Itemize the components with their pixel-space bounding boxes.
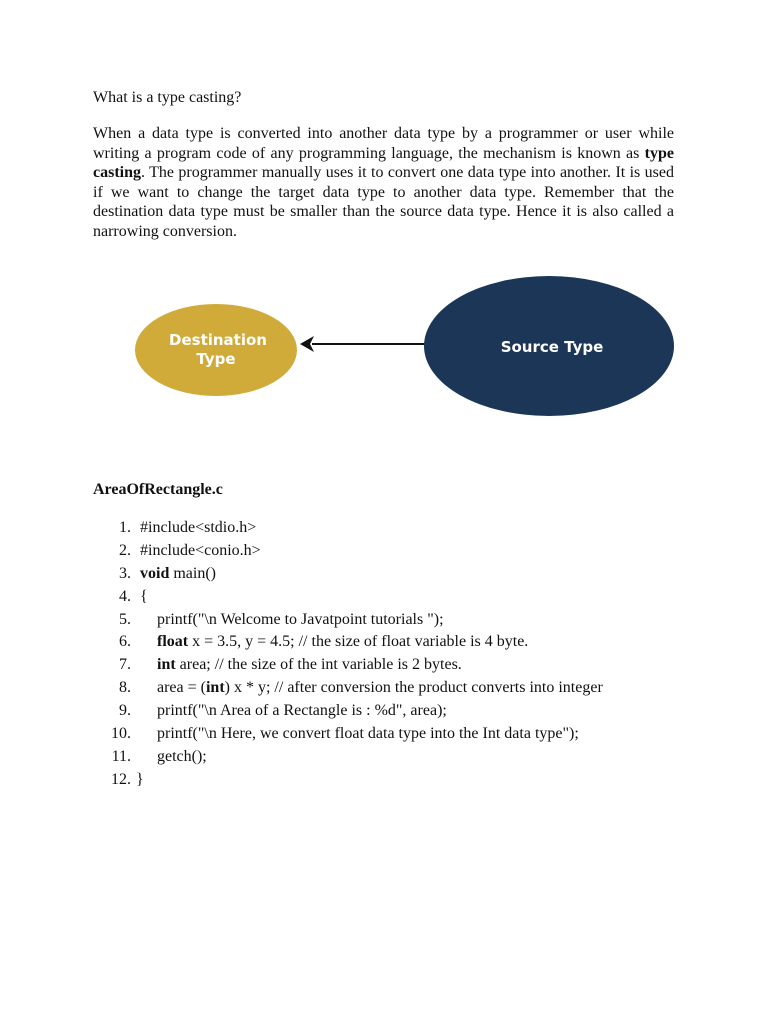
code-post: printf("\n Here, we convert float data type into the Int data type");	[157, 725, 579, 743]
code-post: #include<conio.h>	[140, 541, 261, 559]
code-text	[157, 746, 207, 769]
code-post: {	[140, 587, 148, 605]
code-keyword: int	[205, 679, 225, 697]
destination-type-label-line1: Destination	[169, 331, 267, 349]
line-number: 10.	[111, 725, 131, 743]
type-casting-diagram	[0, 270, 768, 430]
line-number: 2.	[119, 541, 131, 559]
code-post: }	[136, 770, 144, 788]
line-number: 4.	[119, 587, 131, 605]
code-text	[140, 517, 256, 540]
line-number: 6.	[119, 633, 131, 651]
code-text	[157, 654, 462, 677]
code-text	[157, 631, 528, 654]
question-heading: What is a type casting?	[93, 89, 242, 106]
code-text	[157, 609, 444, 632]
code-text	[157, 677, 603, 700]
paragraph-text-after: . The programmer manually uses it to convert one data type into another. It is used if we want to change the target data type to another data type. Remember that the destination data type must be smaller than the source data type. Hence it is also called a narrowing conversion.	[93, 164, 674, 240]
line-number: 9.	[119, 702, 131, 720]
code-text	[140, 586, 148, 609]
code-keyword: int	[157, 656, 176, 674]
source-type-label: Source Type	[500, 338, 604, 356]
definition-paragraph	[93, 124, 674, 242]
code-post: area; // the size of the int variable is 2 bytes.	[175, 656, 462, 674]
code-text	[140, 563, 216, 586]
code-text	[136, 769, 144, 792]
code-post: printf("\n Area of a Rectangle is : %d", area);	[157, 702, 447, 720]
file-title: AreaOfRectangle.c	[93, 481, 223, 498]
code-post: main()	[169, 564, 216, 582]
paragraph-text-before: When a data type is converted into another data type by a programmer or user while writing a program code of any programming language, the mechanism is known as	[93, 125, 674, 162]
line-number: 11.	[111, 747, 131, 765]
line-number: 3.	[119, 564, 131, 582]
line-number: 12.	[111, 770, 131, 788]
code-text	[157, 723, 579, 746]
code-post: x = 3.5, y = 4.5; // the size of float variable is 4 byte.	[188, 633, 529, 651]
code-post: ) x * y; // after conversion the product converts into integer	[224, 679, 603, 697]
code-post: #include<stdio.h>	[140, 519, 257, 536]
code-keyword: void	[140, 564, 170, 582]
code-text	[140, 540, 261, 563]
line-number: 1.	[119, 519, 131, 536]
line-number: 8.	[119, 679, 131, 697]
code-post: printf("\n Welcome to Javatpoint tutorials ");	[157, 610, 444, 628]
code-post: getch();	[157, 747, 207, 765]
destination-type-label-line2: Type	[196, 350, 236, 368]
diagram-svg	[0, 270, 768, 430]
line-number: 5.	[119, 610, 131, 628]
paragraph-term: type casting	[93, 144, 674, 182]
conversion-arrow-head	[300, 336, 314, 352]
line-number: 7.	[119, 656, 131, 674]
code-pre: area = (	[157, 679, 206, 697]
code-keyword: float	[157, 633, 189, 651]
code-text	[157, 700, 447, 723]
